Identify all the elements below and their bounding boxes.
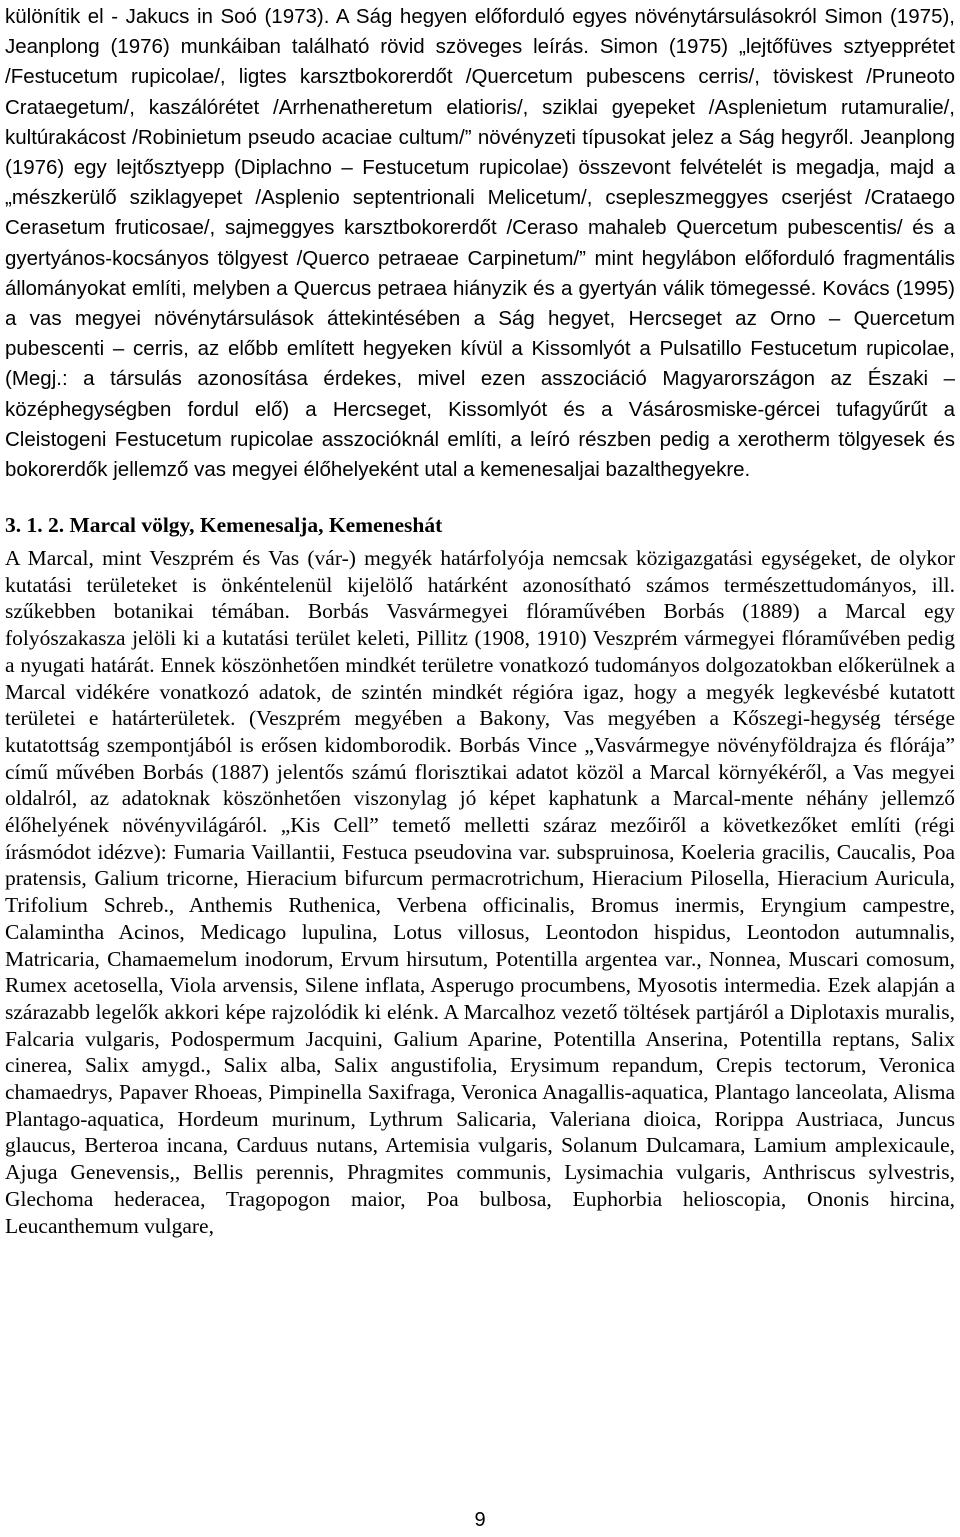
body-paragraph: A Marcal, mint Veszprém és Vas (vár-) megyék határfolyója nemcsak közigazgatási egységeket, de olykor kutatási területeket is önkéntelenül kijelölő határként azonosítható számos természettudományos, ill. szűkebben botanikai témában. Borbás Vasvármegyei flóraművében Borbás (1889) a Marcal egy folyószakasza jelöli ki a kutatási terület keleti, Pillitz (1908, 1910) Veszprém vármegyei flóraművében pedig a nyugati határát. Ennek köszönhetően mindkét területre vonatkozó tudományos dolgozatokban előkerülnek a Marcal vidékére vonatkozó adatok, de szintén mindkét régióra igaz, hogy a megyék legkevésbé kutatott területei e határterületek. (Veszprém megyében a Bakony, Vas megyében a Kőszegi-hegység térsége kutatottság szempontjából is erősen kidomborodik. Borbás Vince „Vasvármegye növényföldrajza és flórája” című művében Borbás (1887) jelentős számú florisztikai adatot közöl a Marcal környékéről, a Vas megyei oldalról, az adatoknak köszönhetően viszonylag jó képet kaphatunk a Marcal-mente néhány jellemző élőhelyének növényvilágáról. „Kis Cell” temető melletti száraz mezőiről a következőket említi (régi írásmódot idézve): Fumaria Vaillantii, Festuca pseudovina var. subspruinosa, Koeleria gracilis, Caucalis, Poa pratensis, Galium tricorne, Hieracium bifurcum permacrotrichum, Hieracium Pilosella, Hieracium Auricula, Trifolium Schreb., Anthemis Ruthenica, Verbena officinalis, Bromus inermis, Eryngium campestre, Calamintha Acinos, Medicago lupulina, Lotus villosus, Leontodon hispidus, Leontodon autumnalis, Matricaria, Chamaemelum inodorum, Ervum hirsutum, Potentilla argentea var., Nonnea, Muscari comosum, Rumex acetosella, Viola arvensis, Silene inflata, Asperugo procumbens, Myosotis intermedia. Ezek alapján a szárazabb legelők akkori képe rajzolódik ki elénk. A Marcalhoz vezető töltések partjáról a Diplotaxis muralis, Falcaria vulgaris, Podospermum Jacquini, Galium Aparine, Potentilla Anserina, Potentilla reptans, Salix cinerea, Salix amygd., Salix alba, Salix angustifolia, Erysimum repandum, Crepis tectorum, Veronica chamaedrys, Papaver Rhoeas, Pimpinella Saxifraga, Veronica Anagallis-aquatica, Plantago lanceolata, Alisma Plantago-aquatica, Hordeum murinum, Lythrum Salicaria, Valeriana dioica, Rorippa Austriaca, Juncus glaucus, Berteroa incana, Carduus nutans, Artemisia vulgaris, Solanum Dulcamara, Lamium amplexicaule, Ajuga Genevensis,, Bellis perennis, Phragmites communis, Lysimachia vulgaris, Anthriscus sylvestris, Glechoma hederacea, Tragopogon maior, Poa bulbosa, Euphorbia helioscopia, Ononis hircina, Leucanthemum vulgare,	[5, 546, 955, 1238]
page-number: 9	[474, 1509, 486, 1531]
intro-paragraph: különítik el - Jakucs in Soó (1973). A Ság hegyen előforduló egyes növénytársulásokról Simon (1975), Jeanplong (1976) munkáiban található rövid szöveges leírás. Simon (1975) „lejtőfüves sztyepprétet /Festucetum rupicolae/, ligtes karsztbokorerdőt /Quercetum pubescens cerris/, töviskest /Pruneoto Crataegetum/, kaszálórétet /Arrhenatheretum elatioris/, sziklai gyepeket /Asplenietum rutamuralie/, kultúrakácost /Robinietum pseudo acaciae cultum/” növényzeti típusokat jelez a Ság hegyről. Jeanplong (1976) egy lejtősztyepp (Diplachno – Festucetum rupicolae) összevont felvételét is megadja, majd a „mészkerülő sziklagyepet /Asplenio septentrionali Melicetum/, csepleszmeggyes cserjést /Crataego Cerasetum fruticosae/, sajmeggyes karsztbokorerdőt /Ceraso mahaleb Quercetum pubescentis/ és a gyertyános-kocsányos tölgyest /Querco petraeae Carpinetum/” mint hegylábon előforduló fragmentális állományokat említi, melyben a Quercus petraea hiányzik és a gyertyán válik tömegessé. Kovács (1995) a vas megyei növénytársulások áttekintésében a Ság hegyet, Hercseget az Orno – Quercetum pubescenti – cerris, az előbb említett hegyeken kívül a Kissomlyót a Pulsatillo Festucetum rupicolae, (Megj.: a társulás azonosítása érdekes, mivel ezen asszociáció Magyarországon az Északi – középhegységben fordul elő) a Hercseget, Kissomlyót és a Vásárosmiske-gércei tufagyűrűt a Cleistogeni Festucetum rupicolae asszocióknál említi, a leíró részben pedig a xerotherm tölgyesek és bokorerdők jellemző vas megyei élőhelyeként utal a kemenesaljai bazalthegyekre.	[5, 5, 955, 482]
section-heading: 3. 1. 2. Marcal völgy, Kemenesalja, Kemeneshát	[5, 513, 443, 537]
